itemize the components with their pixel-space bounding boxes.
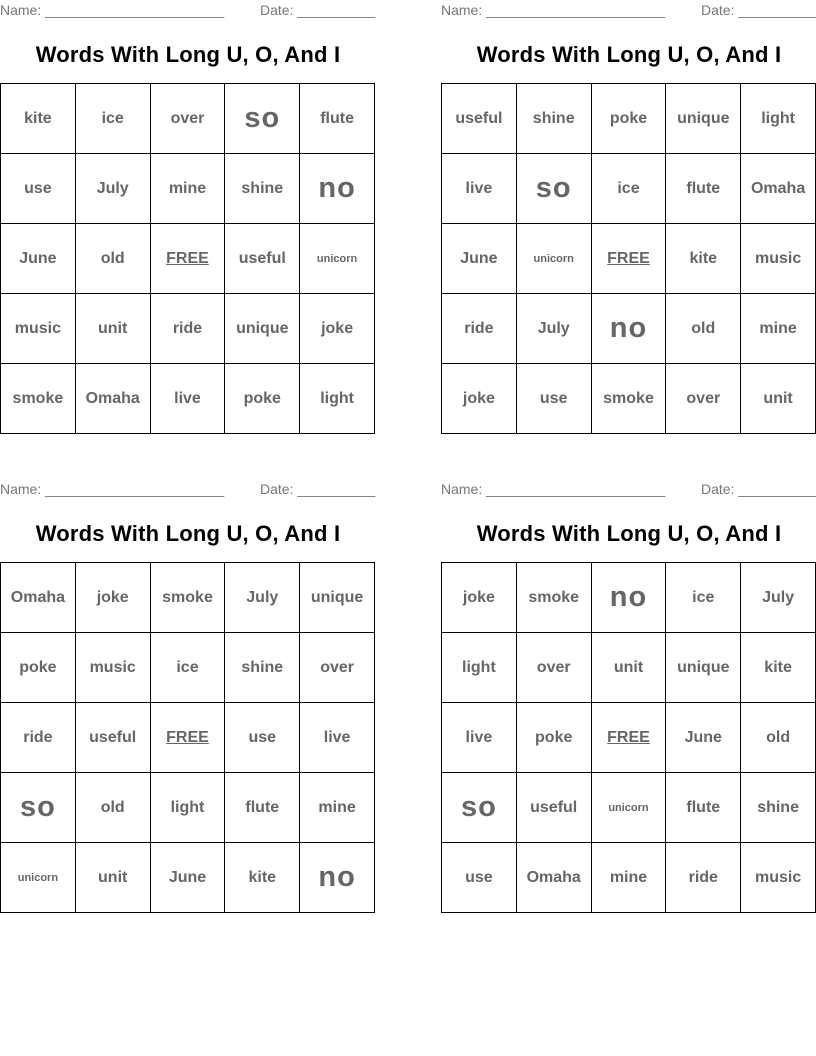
bingo-cell: poke (517, 703, 592, 773)
bingo-cell: July (76, 154, 151, 224)
bingo-cell: old (76, 773, 151, 843)
free-space-cell: FREE (151, 224, 226, 294)
bingo-cell: unique (300, 563, 375, 633)
bingo-cell: useful (517, 773, 592, 843)
bingo-grid (441, 562, 816, 913)
bingo-cell: flute (300, 84, 375, 154)
bingo-cell: unit (741, 364, 816, 434)
bingo-cell: so (225, 84, 300, 154)
bingo-cell: unicorn (592, 773, 667, 843)
bingo-cell: shine (741, 773, 816, 843)
bingo-cell: no (592, 294, 667, 364)
bingo-cell: unicorn (300, 224, 375, 294)
bingo-cell: unique (666, 633, 741, 703)
bingo-cell: unit (76, 294, 151, 364)
card-title: Words With Long U, O, And I (476, 42, 782, 67)
bingo-cell: unit (76, 843, 151, 913)
bingo-cell: music (741, 224, 816, 294)
bingo-cell: use (225, 703, 300, 773)
bingo-cell: ice (76, 84, 151, 154)
bingo-cell: kite (225, 843, 300, 913)
date-field-label: Date: __________ (701, 481, 816, 497)
bingo-cell: unit (592, 633, 667, 703)
bingo-card (0, 0, 376, 440)
bingo-cell: old (76, 224, 151, 294)
bingo-cell: over (151, 84, 226, 154)
bingo-cell: mine (592, 843, 667, 913)
bingo-cell: smoke (1, 364, 76, 434)
bingo-cell: live (442, 703, 517, 773)
bingo-cell: smoke (517, 563, 592, 633)
bingo-cell: ice (151, 633, 226, 703)
bingo-cell: ice (592, 154, 667, 224)
bingo-cell: useful (225, 224, 300, 294)
date-field-label: Date: __________ (260, 481, 376, 497)
name-field-label: Name: _______________________ (441, 2, 666, 18)
bingo-cell: poke (1, 633, 76, 703)
bingo-grid (0, 83, 375, 434)
bingo-cell: poke (225, 364, 300, 434)
bingo-cell: July (517, 294, 592, 364)
card-title: Words With Long U, O, And I (476, 521, 782, 546)
bingo-cell: no (300, 154, 375, 224)
free-space-cell: FREE (592, 703, 667, 773)
bingo-cell: old (741, 703, 816, 773)
bingo-cell: shine (225, 154, 300, 224)
bingo-grid (0, 562, 375, 913)
bingo-cell: June (442, 224, 517, 294)
bingo-cell: over (300, 633, 375, 703)
card-header (441, 481, 816, 499)
bingo-cell: old (666, 294, 741, 364)
bingo-cell: light (741, 84, 816, 154)
bingo-cell: June (666, 703, 741, 773)
bingo-card (441, 479, 816, 919)
name-field-label: Name: _______________________ (0, 2, 225, 18)
date-field-label: Date: __________ (701, 2, 816, 18)
bingo-cell: use (442, 843, 517, 913)
bingo-cell: no (300, 843, 375, 913)
bingo-cell: June (151, 843, 226, 913)
bingo-cell: so (1, 773, 76, 843)
card-header (441, 2, 816, 20)
bingo-card (0, 479, 376, 919)
bingo-cell: mine (151, 154, 226, 224)
bingo-cell: use (517, 364, 592, 434)
bingo-cell: so (517, 154, 592, 224)
bingo-cell: over (517, 633, 592, 703)
bingo-cell: mine (741, 294, 816, 364)
bingo-cell: ride (1, 703, 76, 773)
bingo-cell: July (225, 563, 300, 633)
bingo-cell: unique (666, 84, 741, 154)
bingo-cell: mine (300, 773, 375, 843)
name-field-label: Name: _______________________ (0, 481, 225, 497)
bingo-cell: Omaha (741, 154, 816, 224)
name-field-label: Name: _______________________ (441, 481, 666, 497)
bingo-cell: useful (76, 703, 151, 773)
bingo-cell: no (592, 563, 667, 633)
bingo-grid (441, 83, 816, 434)
bingo-cell: live (151, 364, 226, 434)
bingo-cell: music (741, 843, 816, 913)
bingo-cell: ice (666, 563, 741, 633)
bingo-cell: kite (1, 84, 76, 154)
bingo-cell: joke (442, 364, 517, 434)
bingo-cell: ride (666, 843, 741, 913)
bingo-cell: flute (666, 773, 741, 843)
bingo-cell: over (666, 364, 741, 434)
bingo-cell: flute (666, 154, 741, 224)
bingo-cell: smoke (151, 563, 226, 633)
free-space-cell: FREE (592, 224, 667, 294)
bingo-cell: ride (151, 294, 226, 364)
bingo-cell: smoke (592, 364, 667, 434)
bingo-cell: joke (442, 563, 517, 633)
bingo-cell: Omaha (517, 843, 592, 913)
bingo-cell: live (300, 703, 375, 773)
card-header (0, 481, 376, 499)
bingo-cell: ride (442, 294, 517, 364)
bingo-cell: joke (76, 563, 151, 633)
bingo-cell: useful (442, 84, 517, 154)
bingo-cell: light (300, 364, 375, 434)
bingo-cell: music (76, 633, 151, 703)
free-space-cell: FREE (151, 703, 226, 773)
bingo-cell: music (1, 294, 76, 364)
bingo-cell: unicorn (1, 843, 76, 913)
bingo-cell: kite (741, 633, 816, 703)
bingo-cell: Omaha (1, 563, 76, 633)
bingo-cell: poke (592, 84, 667, 154)
date-field-label: Date: __________ (260, 2, 376, 18)
bingo-cell: shine (225, 633, 300, 703)
bingo-cell: joke (300, 294, 375, 364)
bingo-cell: kite (666, 224, 741, 294)
bingo-cell: June (1, 224, 76, 294)
bingo-cell: use (1, 154, 76, 224)
bingo-cell: Omaha (76, 364, 151, 434)
card-title: Words With Long U, O, And I (35, 42, 341, 67)
card-title: Words With Long U, O, And I (35, 521, 341, 546)
bingo-cell: so (442, 773, 517, 843)
bingo-cell: flute (225, 773, 300, 843)
bingo-cell: July (741, 563, 816, 633)
bingo-cell: live (442, 154, 517, 224)
bingo-cell: light (442, 633, 517, 703)
bingo-cell: unique (225, 294, 300, 364)
bingo-card (441, 0, 816, 440)
bingo-cell: unicorn (517, 224, 592, 294)
bingo-cell: light (151, 773, 226, 843)
card-header (0, 2, 376, 20)
bingo-cell: shine (517, 84, 592, 154)
